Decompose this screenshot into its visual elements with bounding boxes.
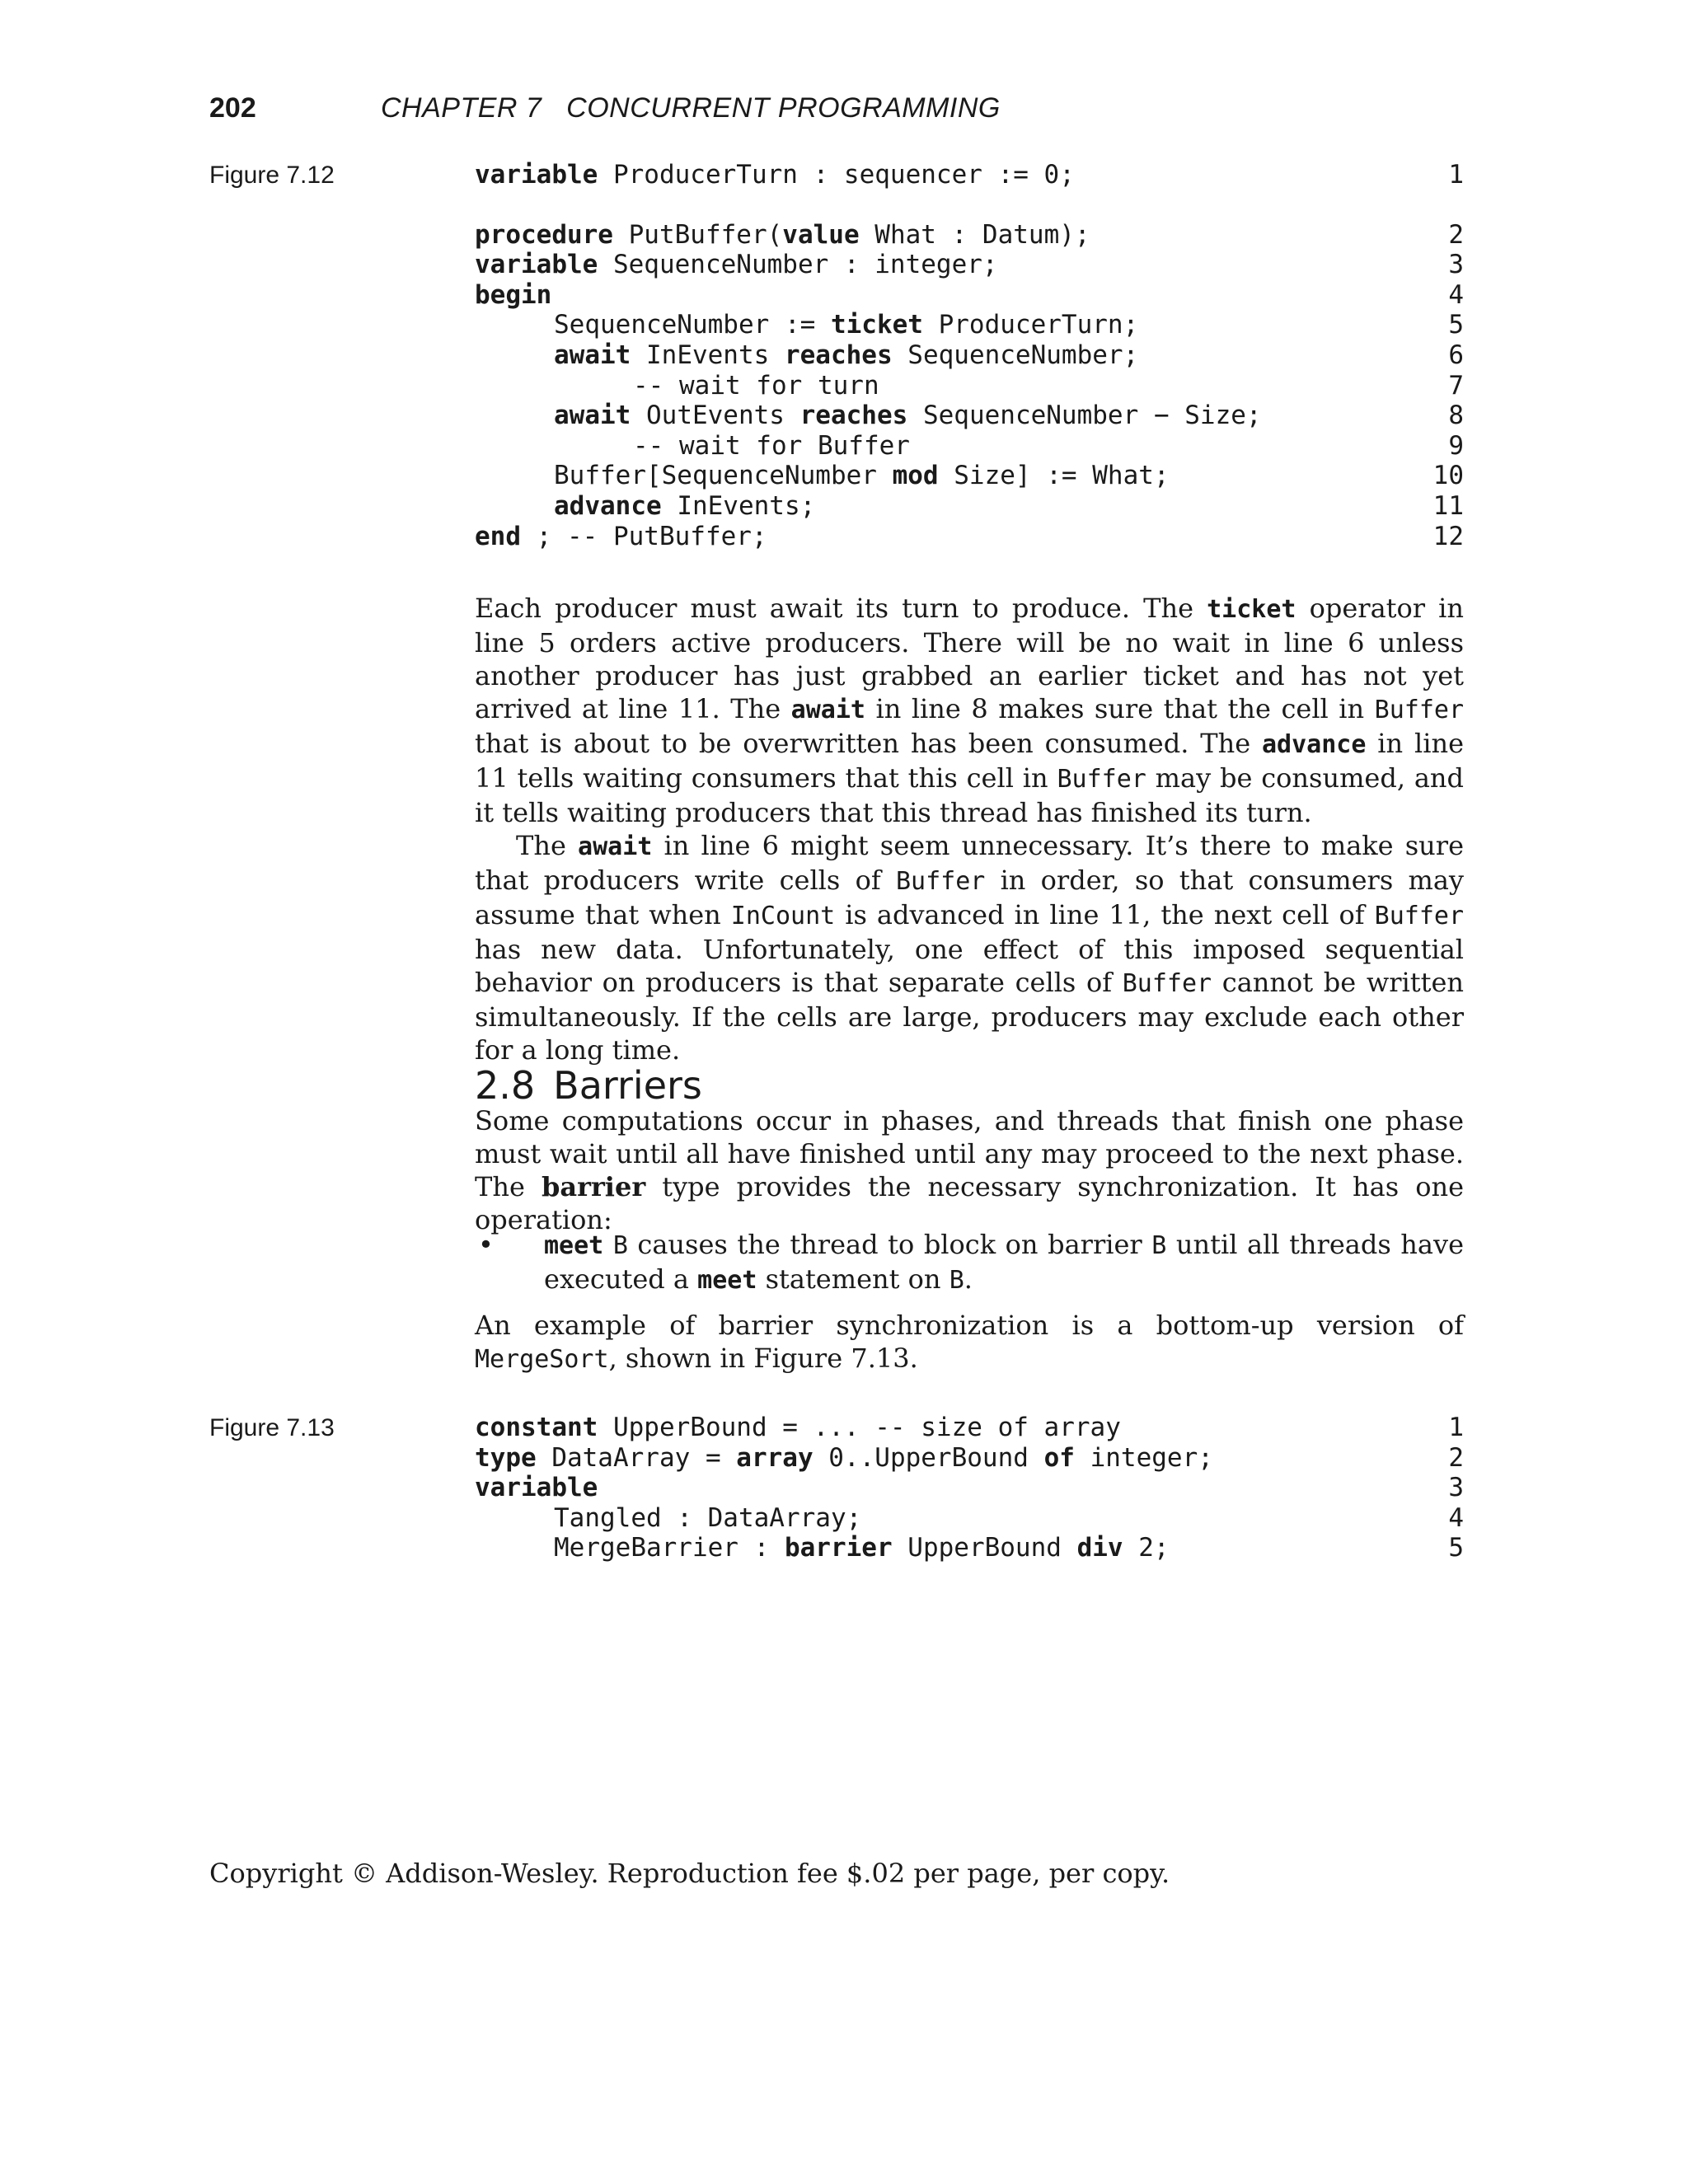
code-token: InEvents;	[661, 490, 816, 521]
code-line	[475, 1503, 1464, 1534]
code-token: -- wait for Buffer	[633, 430, 910, 461]
bold-term: barrier	[541, 1171, 646, 1202]
code-keyword: type	[475, 1442, 537, 1473]
code-token: 0..UpperBound	[813, 1442, 1044, 1473]
code-keyword: value	[782, 219, 860, 250]
inline-keyword: await	[790, 696, 865, 724]
section-heading	[475, 1063, 702, 1108]
code-keyword: reaches	[784, 340, 893, 370]
figure-7-13-code	[475, 1413, 1464, 1563]
code-text	[475, 371, 879, 401]
code-line	[475, 401, 1464, 431]
code-keyword: reaches	[799, 401, 908, 431]
code-token: ProducerTurn;	[922, 310, 1139, 340]
code-token: SequenceNumber : integer;	[598, 250, 998, 280]
code-keyword: array	[736, 1442, 814, 1473]
text-run: causes the thread to block on barrier	[627, 1229, 1152, 1260]
code-line	[475, 220, 1464, 251]
paragraph-mergesort-example	[475, 1309, 1464, 1376]
code-line	[475, 250, 1464, 280]
code-text	[475, 340, 1138, 370]
code-token: ; -- PutBuffer;	[521, 521, 767, 551]
inline-code: B	[612, 1231, 628, 1260]
line-number: 1	[1448, 160, 1464, 190]
inline-code: B	[1151, 1231, 1167, 1260]
code-text	[475, 1533, 1170, 1563]
text-run: Each producer must await its turn to produce. The	[475, 593, 1207, 624]
line-number: 3	[1448, 250, 1464, 280]
inline-keyword: ticket	[1207, 595, 1296, 624]
body-text-1	[475, 592, 1464, 1066]
inline-code: InCount	[730, 902, 836, 930]
inline-code: Buffer	[1374, 696, 1465, 724]
text-run: , shown in Figure 7.13.	[608, 1343, 918, 1374]
text-run: in line 11 tells waiting consumers that this cell in	[475, 728, 1465, 794]
code-line	[475, 1443, 1464, 1474]
code-text	[475, 1413, 1121, 1442]
page-number: 202	[209, 92, 256, 124]
line-number: 2	[1448, 219, 1464, 250]
text-run: in order, so that consumers may assume that when	[475, 865, 1465, 930]
inline-keyword: await	[578, 832, 653, 861]
code-token: Tangled : DataArray;	[554, 1502, 862, 1533]
code-line	[475, 1413, 1464, 1443]
code-token: UpperBound = ... -- size of array	[598, 1413, 1121, 1442]
code-keyword: end	[475, 521, 521, 551]
text-run: operator in line 5 orders active producers. There will be no wait in line 6 unless another producer has just grabbed an earlier ticket and has not yet arrived at line 11. The	[475, 593, 1465, 724]
text-run: type provides the necessary synchronization. It has one operation:	[475, 1171, 1465, 1235]
code-token: Buffer[SequenceNumber	[554, 461, 893, 491]
code-text	[475, 160, 1075, 190]
text-run: may be consumed, and it tells waiting producers that this thread has finished its turn.	[475, 762, 1464, 828]
code-text	[475, 1443, 1213, 1473]
text-run: has new data. Unfortunately, one effect of this imposed sequential behavior on producers is that separate cells of	[475, 934, 1464, 998]
code-line	[475, 371, 1464, 401]
inline-keyword: advance	[1262, 730, 1367, 759]
code-line	[475, 491, 1464, 522]
code-keyword: variable	[475, 160, 598, 190]
text-run: is advanced in line 11, the next cell of	[835, 899, 1375, 930]
code-keyword: await	[554, 401, 631, 431]
code-line	[475, 431, 1464, 462]
figure-7-12-label: Figure 7.12	[209, 162, 335, 189]
code-keyword: begin	[475, 279, 552, 310]
code-token: 2;	[1123, 1533, 1170, 1563]
line-number: 2	[1448, 1442, 1464, 1473]
code-keyword: variable	[475, 1473, 598, 1503]
copyright-footer: Copyright © Addison-Wesley. Reproduction fee $.02 per page, per copy.	[209, 1858, 1170, 1889]
paragraph-await-explanation	[475, 829, 1464, 1066]
line-number: 3	[1448, 1473, 1464, 1503]
code-text	[475, 220, 1090, 250]
code-text	[475, 250, 998, 279]
code-keyword: advance	[554, 490, 662, 521]
bullet-marker: •	[478, 1229, 494, 1260]
code-keyword: constant	[475, 1413, 598, 1442]
text-run: An example of barrier synchronization is a bottom-up version of	[475, 1310, 1464, 1341]
line-number: 8	[1448, 401, 1464, 431]
code-text	[475, 461, 1170, 490]
line-number: 11	[1432, 490, 1464, 521]
line-number: 10	[1432, 461, 1464, 491]
code-line	[475, 1533, 1464, 1563]
code-line	[475, 1473, 1464, 1503]
code-text	[475, 280, 551, 310]
code-token: -- wait for turn	[633, 370, 879, 401]
code-token: SequenceNumber − Size;	[907, 401, 1262, 431]
line-number: 5	[1448, 1533, 1464, 1563]
figure-7-12-code	[475, 160, 1464, 551]
inline-keyword: meet	[544, 1231, 604, 1260]
text-run: statement on	[757, 1263, 950, 1295]
bullet-text	[544, 1228, 1464, 1297]
text-run: until all threads have executed a	[544, 1229, 1465, 1295]
code-token: DataArray =	[536, 1442, 737, 1473]
code-line	[475, 160, 1464, 190]
chapter-title: CONCURRENT PROGRAMMING	[566, 92, 1001, 124]
code-keyword: variable	[475, 250, 598, 280]
inline-code: Buffer	[1374, 902, 1465, 930]
code-token: MergeBarrier :	[554, 1533, 785, 1563]
line-number: 1	[1448, 1413, 1464, 1442]
text-run: in line 8 makes sure that the cell in	[865, 693, 1375, 724]
code-text	[475, 431, 910, 461]
figure-7-13-label: Figure 7.13	[209, 1414, 335, 1441]
inline-code: B	[949, 1266, 964, 1295]
text-run	[603, 1229, 613, 1260]
section-title: Barriers	[553, 1063, 702, 1108]
paragraph-ticket-explanation	[475, 592, 1464, 829]
chapter-label: CHAPTER 7	[381, 92, 542, 124]
running-header	[381, 92, 1001, 124]
paragraph-barrier-intro	[475, 1104, 1464, 1236]
code-token: Size] := What;	[938, 461, 1170, 491]
inline-code: Buffer	[895, 867, 986, 896]
code-keyword: procedure	[475, 219, 613, 250]
code-text	[475, 1473, 598, 1502]
code-token: PutBuffer(	[612, 219, 783, 250]
line-number: 9	[1448, 430, 1464, 461]
code-keyword: await	[554, 340, 631, 370]
line-number: 5	[1448, 310, 1464, 340]
text-run: Some computations occur in phases, and threads that finish one phase must wait until all have finished until any may proceed to the next phase. The	[475, 1105, 1464, 1202]
text-run: in line 6 might seem unnecessary. It’s there to make sure that producers write cells of	[475, 830, 1464, 896]
line-number: 7	[1448, 370, 1464, 401]
code-keyword: ticket	[830, 310, 923, 340]
code-line	[475, 340, 1464, 371]
body-text-2	[475, 1104, 1464, 1236]
code-token: UpperBound	[892, 1533, 1077, 1563]
code-token: SequenceNumber;	[892, 340, 1139, 370]
text-run: The	[516, 830, 579, 861]
body-text-3	[475, 1309, 1464, 1376]
code-token: integer;	[1074, 1442, 1213, 1473]
inline-code: Buffer	[1122, 969, 1212, 998]
code-keyword: barrier	[784, 1533, 893, 1563]
inline-code: MergeSort	[475, 1345, 609, 1374]
code-text	[475, 1503, 861, 1533]
inline-keyword: meet	[697, 1266, 757, 1295]
code-token: What : Datum);	[859, 219, 1090, 250]
code-line	[475, 280, 1464, 311]
bullet-item-meet	[475, 1228, 1464, 1297]
code-text	[475, 522, 767, 551]
line-number: 6	[1448, 340, 1464, 370]
code-token: SequenceNumber :=	[554, 310, 831, 340]
text-run: .	[964, 1263, 973, 1295]
code-token: OutEvents	[631, 401, 800, 431]
line-number: 4	[1448, 279, 1464, 310]
code-line	[475, 461, 1464, 491]
line-number: 12	[1432, 521, 1464, 551]
code-text	[475, 310, 1138, 340]
code-line	[475, 310, 1464, 340]
code-keyword: of	[1043, 1442, 1075, 1473]
code-text	[475, 491, 815, 521]
code-keyword: div	[1076, 1533, 1123, 1563]
text-run: cannot be written simultaneously. If the cells are large, producers may exclude each other for a long time.	[475, 967, 1465, 1066]
code-token: InEvents	[631, 340, 785, 370]
code-line	[475, 522, 1464, 552]
code-token: ProducerTurn : sequencer := 0;	[598, 160, 1075, 190]
line-number: 4	[1448, 1502, 1464, 1533]
text-run: that is about to be overwritten has been consumed. The	[475, 728, 1262, 759]
code-keyword: mod	[892, 461, 939, 491]
code-text	[475, 401, 1262, 430]
section-number: 2.8	[475, 1063, 536, 1108]
inline-code: Buffer	[1057, 765, 1146, 794]
